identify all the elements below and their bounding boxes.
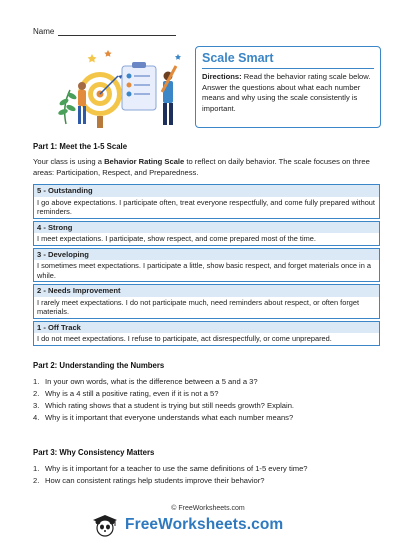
name-label: Name	[33, 27, 55, 36]
scale-level-2	[33, 284, 380, 319]
footer-brand: FreeWorksheets.com	[125, 516, 284, 533]
question-text: In your own words, what is the difference between a 5 and a 3?	[45, 377, 258, 386]
question-text: How can consistent ratings help students improve their behavior?	[45, 476, 265, 485]
scale-level-text: I meet expectations. I participate, show respect, and come prepared most of the time.	[37, 234, 316, 243]
scale-level-text: I go above expectations. I participate often, treat everyone respectfully, and come fully prepared without reminders.	[37, 197, 375, 216]
directions-label: Directions:	[202, 72, 242, 81]
worksheet-title: Scale Smart	[202, 51, 274, 65]
part1-heading: Part 1: Meet the 1-5 Scale	[33, 142, 128, 151]
footer-logo	[90, 513, 283, 537]
part2-heading: Part 2: Understanding the Numbers	[33, 361, 165, 370]
question-number: 3.	[33, 401, 40, 410]
question-item	[33, 376, 383, 388]
part3-question-list	[33, 463, 383, 487]
footer-url[interactable]: © FreeWorksheets.com	[171, 505, 245, 512]
question-item	[33, 475, 383, 487]
part1-intro	[33, 157, 381, 178]
question-text: Which rating shows that a student is trying but still needs growth? Explain.	[45, 401, 295, 410]
question-item	[33, 400, 383, 412]
scale-level-5	[33, 184, 380, 219]
directions-card	[195, 46, 381, 128]
question-number: 2.	[33, 476, 40, 485]
question-item	[33, 388, 383, 400]
scale-level-title: 2 - Needs Improvement	[34, 285, 379, 297]
question-item	[33, 412, 383, 424]
question-text: Why is it important that everyone understands what each number means?	[45, 413, 294, 422]
question-text: Why is it important for a teacher to use the same definitions of 1-5 every time?	[45, 464, 308, 473]
panda-icon	[90, 513, 120, 537]
question-item	[33, 463, 383, 475]
scale-level-title: 3 - Developing	[34, 249, 379, 261]
part2-question-list	[33, 376, 383, 424]
directions-text	[202, 72, 374, 114]
scale-level-text: I sometimes meet expectations. I participate a little, show basic respect, and forget materials once in a while.	[37, 261, 371, 280]
question-number: 2.	[33, 389, 40, 398]
rating-scale	[33, 184, 380, 348]
title-divider	[202, 68, 374, 69]
scale-level-4	[33, 221, 380, 246]
scale-level-3	[33, 248, 380, 283]
question-number: 1.	[33, 377, 40, 386]
scale-level-text: I rarely meet expectations. I do not participate much, need reminders about respect, or often forget materials.	[37, 297, 360, 316]
intro-text-end: to reflect on daily behavior. The scale focuses on three areas: Participation, Respect, and Preparedness.	[33, 157, 370, 177]
directions-body: Read the behavior rating scale below. Answer the questions about what each number means and why using the scale consistently is important.	[202, 72, 371, 113]
target-illustration	[52, 46, 190, 134]
question-text: Why is a 4 still a positive rating, even if it is not a 5?	[45, 389, 219, 398]
question-number: 1.	[33, 464, 40, 473]
scale-level-title: 5 - Outstanding	[34, 185, 379, 197]
question-number: 4.	[33, 413, 40, 422]
intro-text-start: Your class is using a	[33, 157, 105, 166]
scale-level-title: 1 - Off Track	[34, 322, 379, 334]
scale-level-text: I do not meet expectations. I refuse to participate, act disrespectfully, or come unprepared.	[37, 334, 332, 343]
intro-bold-term: Behavior Rating Scale	[104, 157, 185, 166]
part3-heading: Part 3: Why Consistency Matters	[33, 448, 155, 457]
name-field-row	[33, 27, 176, 36]
scale-level-1	[33, 321, 380, 346]
scale-level-title: 4 - Strong	[34, 222, 379, 234]
name-line[interactable]	[58, 27, 176, 36]
